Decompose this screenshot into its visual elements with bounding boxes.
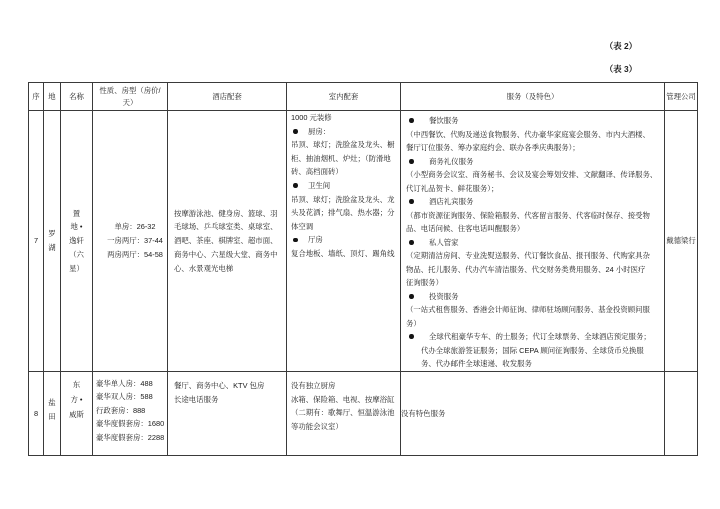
bullet-icon [409, 159, 414, 164]
room-type-line-text: 一房两厅：37-44 [107, 236, 163, 245]
room-facilities-line-text: 砖、高档面砖） [291, 167, 343, 177]
room-facilities-line [291, 165, 400, 179]
services-lines [406, 114, 664, 371]
room-facilities-line [291, 179, 400, 193]
room-facilities-line [291, 125, 400, 139]
hotel-facilities-line-text: 按摩游泳池、健身房、篮球、羽 [174, 208, 278, 218]
hotel-name-line-text: 方 • [70, 395, 83, 404]
room-facilities-line-text: 厨房： [308, 126, 331, 136]
room-facilities-line [291, 233, 400, 247]
room-type-lines [96, 377, 167, 445]
room-facilities-line-text: 吊顶、球灯；洗脸盆及龙头、龙 [291, 194, 395, 204]
hotel-facilities-line [174, 379, 286, 393]
district-line [44, 241, 60, 255]
services-line-text: 务） [406, 318, 421, 328]
room-facilities-line-text: 体空调 [291, 221, 314, 231]
services-line-text: 品、电话问候、住客电话叫醒服务） [406, 224, 525, 233]
table-header-row [29, 83, 698, 111]
room-type-line [103, 220, 167, 234]
hotel-name-line-text: 地 • [70, 222, 83, 232]
services-line-text: （定期清洁房间、专业洗熨送服务、代订餐饮食品、报刊服务、代购家具杂 [406, 251, 650, 260]
district-line-text: 罗 [48, 229, 56, 239]
room-facilities-line-text: 等功能会议室） [291, 421, 343, 431]
services-line-text: 餐饮服务 [429, 116, 459, 125]
services-line [406, 317, 664, 331]
hotel-facilities-cell [168, 111, 287, 372]
management-cell [665, 372, 698, 456]
services-line [406, 249, 664, 263]
room-facilities-cell [287, 372, 401, 456]
services-line [406, 330, 664, 344]
hotel-name-line [61, 207, 92, 221]
bullet-icon [409, 118, 414, 123]
services-line-text: 代办全球旅游签证服务；国际 CEPA 顾问征询服务、全球货币兑换服 [421, 345, 644, 355]
district-line-text: 盐 [48, 397, 56, 407]
room-type-line-text: 豪华双人房：588 [96, 392, 153, 402]
district-line [44, 410, 60, 424]
services-line-text: （中西餐饮、代购及递送食物服务、代办豪华家庭宴会服务、市内大酒楼、 [406, 129, 650, 139]
room-facilities-line-text: 柜、抽油烟机、炉灶；（防滑地 [291, 153, 391, 163]
room-facilities-line [291, 247, 400, 261]
header-seq: 序 [29, 83, 44, 111]
hotel-facilities-line-text: 商务中心、六星级大堂、商务中 [174, 249, 278, 259]
services-line [406, 195, 664, 209]
services-line [406, 222, 664, 236]
services-line [406, 290, 664, 304]
hotel-comparison-table [28, 82, 698, 456]
header-type-price-line [93, 85, 167, 97]
header-type-price-line-text: 天） [122, 97, 138, 107]
room-facilities-line [291, 406, 400, 420]
management-cell: 戴德梁行 [665, 111, 698, 372]
room-facilities-line [291, 206, 400, 220]
room-facilities-line-text: 厅房 [308, 235, 323, 245]
hotel-name-lines [61, 377, 92, 422]
district-cell [44, 372, 61, 456]
room-type-line [96, 417, 167, 431]
district-lines [44, 396, 60, 423]
bullet-icon [409, 240, 414, 245]
hotel-name-line [61, 377, 92, 392]
hotel-name-line-text: 星） [69, 263, 84, 273]
hotel-facilities-line [174, 220, 286, 234]
hotel-facilities-line-text: 毛球场、乒乓球室类、桌球室、 [174, 222, 278, 232]
hotel-facilities-line-text: 长途电话服务 [174, 394, 219, 404]
bullet-icon [409, 199, 414, 204]
room-type-line [96, 404, 167, 418]
header-type-price [93, 83, 168, 111]
hotel-name-line [61, 248, 92, 262]
hotel-name-line [61, 407, 92, 422]
room-type-line-text: 豪华度假套房：1680 [96, 419, 165, 429]
services-line [406, 128, 664, 142]
services-line-text: 餐厅订位服务、筹办家庭约会、联办各季庆典服务）； [406, 143, 580, 152]
room-type-line [96, 377, 167, 391]
header-services: 服务（及特色） [401, 83, 665, 111]
district-lines [44, 227, 60, 254]
room-facilities-lines [291, 379, 400, 433]
services-line-text: 物品、托儿服务、代办汽车清洁服务、代交财务类费用服务、24 小时医疗 [406, 264, 646, 274]
room-facilities-line [291, 420, 400, 434]
hotel-facilities-line-text: 餐厅、商务中心、KTV 包房 [174, 381, 265, 390]
services-line-text: 私人管家 [429, 237, 459, 247]
header-type-price-lines [93, 85, 167, 109]
hotel-facilities-line [174, 248, 286, 262]
room-type-lines [103, 220, 167, 262]
room-facilities-line-text: 卫生间 [308, 180, 331, 190]
services-line-text: 全球代租豪华专车、的士服务；代订全球票务、全球酒店预定服务； [429, 332, 651, 341]
hotel-facilities-lines [174, 379, 286, 406]
district-line [44, 396, 60, 410]
services-line-text: 务、代办邮件全球速递、收发服务 [421, 359, 532, 368]
hotel-facilities-line-text: 酒吧、茶座、棋牌室、超市面、 [174, 236, 278, 246]
hotel-name-line-text: （六 [69, 249, 84, 259]
rooms-cell [93, 372, 168, 456]
services-line-text: （都市资源征询服务、保险箱服务、代客留言服务、代客临时保存、接受物 [406, 210, 650, 220]
services-line-text: 酒店礼宾服务 [429, 197, 474, 206]
header-type-price-line [93, 97, 167, 109]
services-line-text: 征询服务） [406, 278, 443, 287]
services-line [406, 263, 664, 277]
table-caption-2: （表 2） [604, 41, 637, 51]
hotel-name-line [61, 234, 92, 248]
services-line [406, 236, 664, 250]
header-room-facilities: 室内配套 [287, 83, 401, 111]
services-line [406, 357, 664, 371]
services-line-text: （小型商务会议室、商务秘书、会议及宴会筹划安排、文献翻译、传译服务、 [406, 170, 658, 179]
room-type-line-text: 单房：26-32 [114, 222, 156, 231]
hotel-facilities-line-text: 心、水景观光电梯 [174, 263, 234, 273]
room-facilities-line-text: 1000 元装修 [291, 113, 332, 122]
hotel-name-line-text: 逸轩 [69, 236, 84, 246]
services-cell: 没有特色服务 [401, 372, 665, 456]
header-hotel-facilities: 酒店配套 [168, 83, 287, 111]
room-facilities-lines [291, 111, 400, 261]
room-facilities-cell [287, 111, 401, 372]
services-line-text: （一站式租售服务、香港会计师征询、律师驻场顾问服务、基金投资顾问服 [406, 305, 650, 314]
table-row [29, 111, 698, 372]
district-line-text: 湖 [48, 243, 56, 252]
services-line [406, 276, 664, 290]
hotel-facilities-line [174, 393, 286, 407]
room-type-line-text: 行政套房：888 [96, 405, 146, 415]
room-facilities-line [291, 111, 400, 125]
seq-cell: 7 [29, 111, 44, 372]
room-type-line [103, 234, 167, 248]
room-facilities-line [291, 193, 400, 207]
district-line [44, 227, 60, 241]
hotel-name-line-text: 东 [72, 380, 81, 389]
hotel-name-line [61, 220, 92, 234]
services-line [406, 168, 664, 182]
bullet-icon [409, 294, 414, 299]
hotel-facilities-line [174, 234, 286, 248]
services-line [406, 182, 664, 196]
table-caption-3: （表 3） [604, 64, 637, 74]
services-line [406, 303, 664, 317]
hotel-name-lines [61, 207, 92, 276]
room-facilities-line-text: 吊顶、球灯；洗脸盆及龙头、橱 [291, 140, 395, 150]
room-type-line [96, 390, 167, 404]
hotel-facilities-line [174, 207, 286, 221]
services-line-text: 代订礼品贺卡、鲜花服务）； [406, 183, 499, 193]
room-facilities-line-text: 复合地板、墙纸、顶灯、踢角线 [291, 248, 395, 258]
room-facilities-line-text: 头及花洒；排气扇、热水器；分 [291, 208, 395, 218]
bullet-icon [409, 334, 414, 339]
room-type-line-text: 两房两厅：54-58 [107, 250, 163, 259]
bullet-icon [293, 129, 298, 134]
services-line-text: 投资服务 [429, 291, 459, 301]
room-facilities-line-text: （二期有：歌舞厅、恒温游泳池 [291, 408, 395, 417]
bullet-icon [293, 183, 298, 188]
header-management: 管理公司 [665, 83, 698, 111]
hotel-name-line-text: 置 [72, 208, 81, 218]
header-name: 名称 [61, 83, 93, 111]
hotel-facilities-line [174, 262, 286, 276]
services-line [406, 209, 664, 223]
hotel-facilities-cell [168, 372, 287, 456]
district-line-text: 田 [48, 411, 56, 421]
hotel-name-cell [61, 111, 93, 372]
services-line-text: 商务礼仪服务 [429, 156, 474, 166]
room-facilities-line [291, 393, 400, 407]
room-facilities-line-text: 冰箱、保险箱、电视、按摩浴缸 [291, 394, 395, 404]
services-line [406, 155, 664, 169]
seq-cell: 8 [29, 372, 44, 456]
hotel-name-line [61, 262, 92, 276]
hotel-name-line [61, 392, 92, 407]
hotel-name-line-text: 威斯 [69, 410, 84, 419]
services-cell [401, 111, 665, 372]
bullet-icon [293, 238, 298, 243]
room-type-line [103, 248, 167, 262]
hotel-name-cell [61, 372, 93, 456]
table-row [29, 372, 698, 456]
hotel-facilities-lines [174, 207, 286, 276]
room-type-line-text: 豪华度假套房：2288 [96, 432, 165, 442]
room-facilities-line-text: 没有独立厨房 [291, 381, 336, 390]
room-facilities-line [291, 152, 400, 166]
rooms-cell [93, 111, 168, 372]
services-line [406, 141, 664, 155]
header-district: 地 [44, 83, 61, 111]
room-facilities-line [291, 138, 400, 152]
header-type-price-line-text: 性质、房型（房价/ [99, 85, 161, 95]
room-type-line-text: 豪华单人房：488 [96, 378, 153, 388]
services-line [406, 344, 664, 358]
district-cell [44, 111, 61, 372]
services-line [406, 114, 664, 128]
room-facilities-line [291, 379, 400, 393]
room-facilities-line [291, 220, 400, 234]
room-type-line [96, 431, 167, 445]
